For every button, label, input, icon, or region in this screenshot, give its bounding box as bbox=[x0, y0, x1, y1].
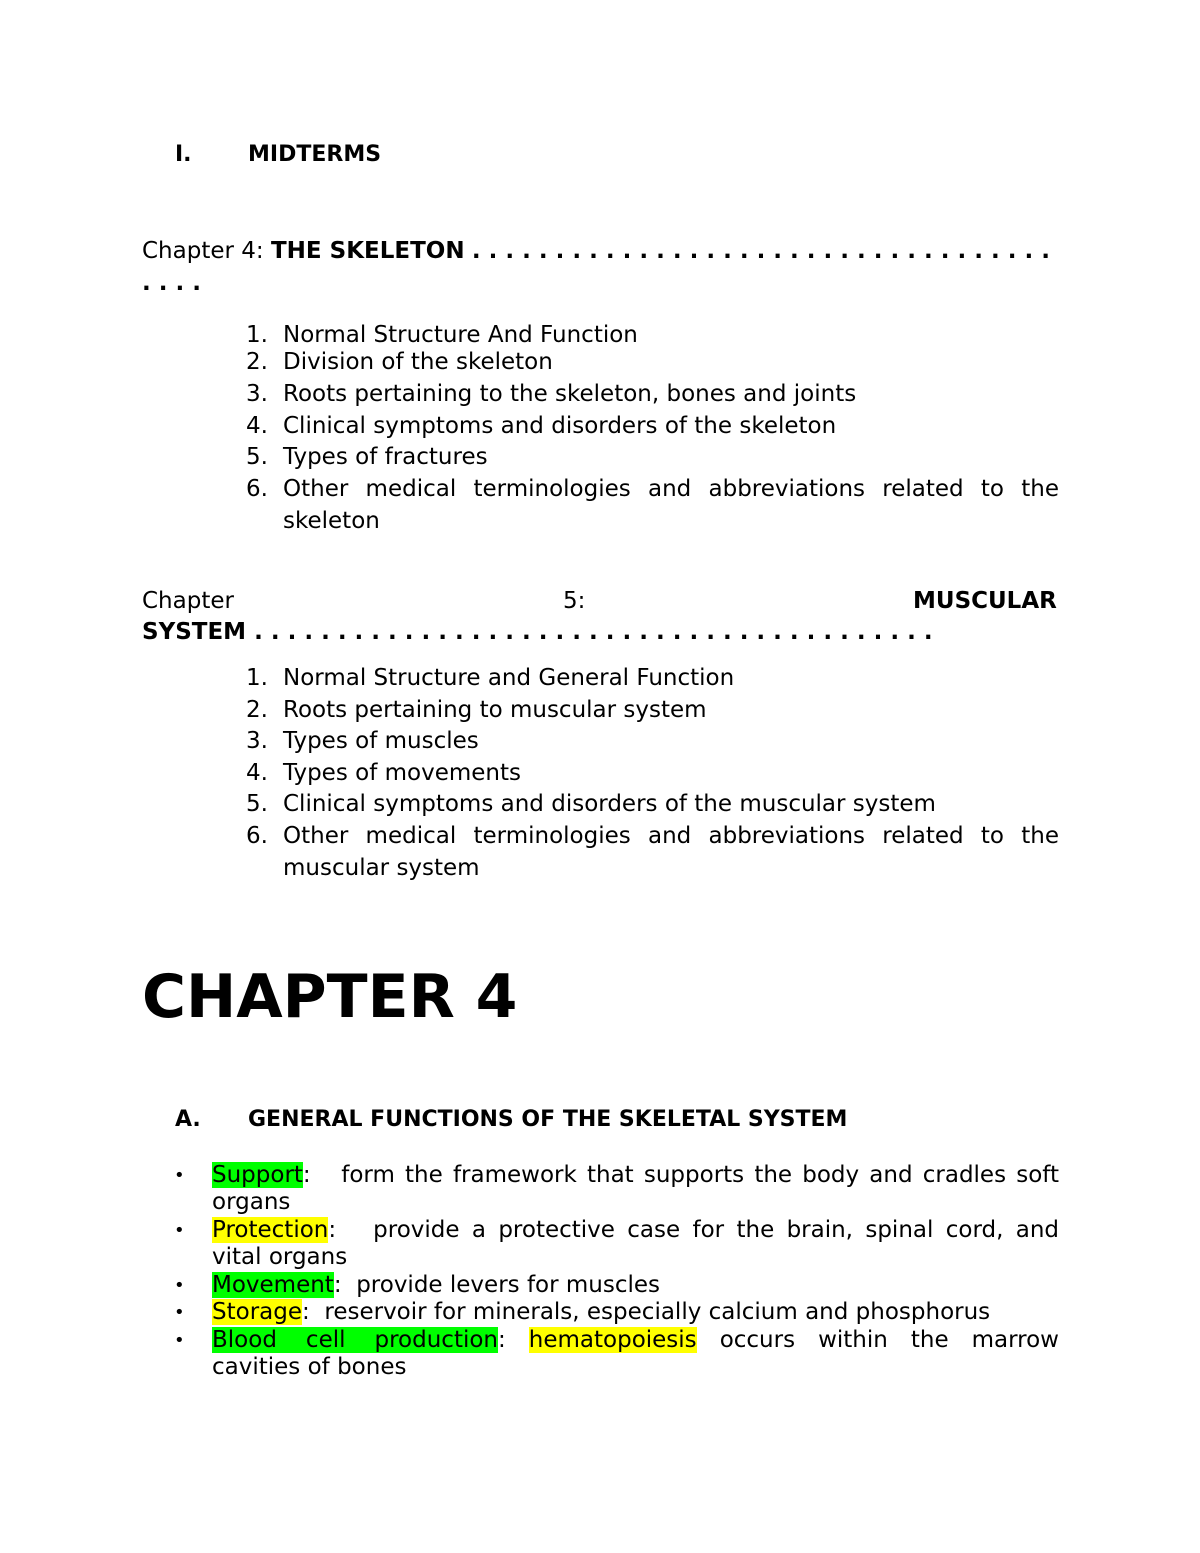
list-text: Types of movements bbox=[283, 760, 521, 786]
bullet-icon: • bbox=[174, 1220, 185, 1241]
list-text: muscular system bbox=[283, 855, 480, 881]
list-text: Other medical terminologies and abbreviations related to the bbox=[283, 823, 1059, 849]
bullet-line-2: organs bbox=[212, 1189, 291, 1215]
ch5-title-part2: SYSTEM bbox=[142, 619, 247, 645]
description: form the framework that supports the body and cradles soft bbox=[341, 1162, 1060, 1188]
bullet-icon: • bbox=[174, 1275, 185, 1296]
list-number: 3. bbox=[246, 381, 268, 407]
ch5-word-chapter: Chapter bbox=[142, 588, 234, 614]
bullet-icon: • bbox=[174, 1330, 185, 1351]
term-separator: : bbox=[498, 1327, 506, 1353]
ch5-dots: . . . . . . . . . . . . . . . . . . . . . . . . . . . . . . . . . . . . . . . . . bbox=[254, 619, 933, 645]
subsection-letter: A. bbox=[175, 1107, 201, 1132]
bullet-line-2: cavities of bones bbox=[212, 1354, 407, 1380]
bullet-line bbox=[212, 1299, 1059, 1326]
ch5-title-line2 bbox=[142, 619, 933, 645]
bullet-line bbox=[212, 1162, 1059, 1189]
list-text: Normal Structure And Function bbox=[283, 322, 638, 348]
list-number: 2. bbox=[246, 697, 268, 723]
list-text: Roots pertaining to the skeleton, bones and joints bbox=[283, 381, 857, 407]
description: provide levers for muscles bbox=[356, 1272, 661, 1298]
term-protection: Protection bbox=[212, 1217, 329, 1243]
description: provide a protective case for the brain, spinal cord, and bbox=[373, 1217, 1060, 1243]
bullet-line bbox=[212, 1272, 1059, 1299]
list-text: Normal Structure and General Function bbox=[283, 665, 735, 691]
ch4-dots: . . . . . . . . . . . . . . . . . . . . . . . . . . . . . . . . . . . bbox=[471, 238, 1050, 264]
ch5-title-part1: MUSCULAR bbox=[913, 588, 1057, 614]
list-text: Division of the skeleton bbox=[283, 349, 553, 375]
ch4-prefix: Chapter 4: bbox=[142, 238, 271, 264]
list-number: 5. bbox=[246, 444, 268, 470]
list-text: Roots pertaining to muscular system bbox=[283, 697, 707, 723]
list-text: skeleton bbox=[283, 508, 380, 534]
list-number: 5. bbox=[246, 791, 268, 817]
term-storage: Storage bbox=[212, 1299, 302, 1325]
section-numeral: I. bbox=[175, 142, 192, 167]
term-separator: : bbox=[302, 1299, 325, 1325]
chapter-heading: CHAPTER 4 bbox=[142, 962, 518, 1032]
list-number: 1. bbox=[246, 665, 268, 691]
list-text: Types of muscles bbox=[283, 728, 479, 754]
list-number: 4. bbox=[246, 413, 268, 439]
bullet-icon: • bbox=[174, 1165, 185, 1186]
list-text: Other medical terminologies and abbreviations related to the bbox=[283, 476, 1059, 502]
bullet-line bbox=[212, 1217, 1059, 1244]
list-text: Clinical symptoms and disorders of the muscular system bbox=[283, 791, 936, 817]
term-separator: : bbox=[333, 1272, 357, 1298]
bullet-line bbox=[212, 1327, 1059, 1354]
term-separator: : bbox=[302, 1162, 332, 1188]
list-number: 3. bbox=[246, 728, 268, 754]
list-text: Clinical symptoms and disorders of the skeleton bbox=[283, 413, 837, 439]
list-number: 6. bbox=[246, 476, 268, 502]
subsection-title: GENERAL FUNCTIONS OF THE SKELETAL SYSTEM bbox=[248, 1107, 848, 1132]
ch4-title: THE SKELETON bbox=[270, 238, 465, 264]
list-text: Types of fractures bbox=[283, 444, 488, 470]
term-support: Support bbox=[212, 1162, 303, 1188]
bullet-line-2: vital organs bbox=[212, 1244, 348, 1270]
term-hematopoiesis: hematopoiesis bbox=[528, 1327, 697, 1353]
term-blood-cell-production: Blood cell production bbox=[212, 1327, 499, 1353]
list-number: 6. bbox=[246, 823, 268, 849]
bullet-icon: • bbox=[174, 1302, 185, 1323]
ch5-number: 5: bbox=[563, 588, 586, 614]
list-number: 2. bbox=[246, 349, 268, 375]
ch4-dots-continued: . . . . bbox=[142, 270, 201, 296]
description: reservoir for minerals, especially calcium and phosphorus bbox=[324, 1299, 991, 1325]
description: occurs within the marrow bbox=[719, 1327, 1059, 1353]
ch4-toc-heading bbox=[142, 238, 1050, 264]
term-separator: : bbox=[328, 1217, 361, 1243]
section-title: MIDTERMS bbox=[248, 142, 382, 167]
term-movement: Movement bbox=[212, 1272, 334, 1298]
list-number: 1. bbox=[246, 322, 268, 348]
list-number: 4. bbox=[246, 760, 268, 786]
